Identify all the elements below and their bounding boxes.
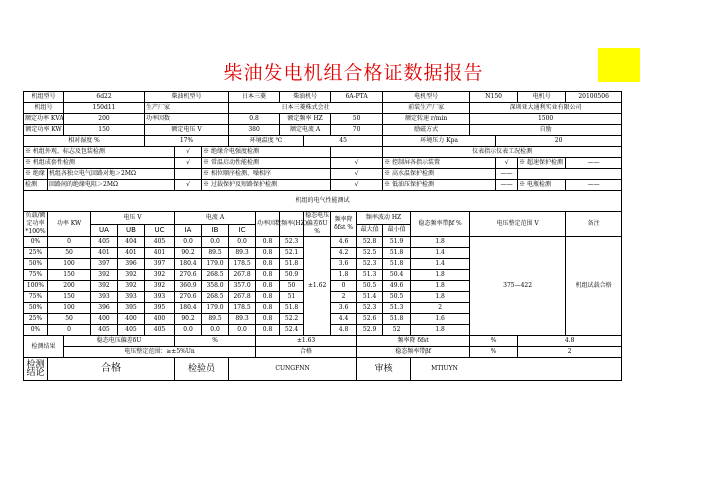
- data-row: 75% 150 392 392 392 270.6 268.5 267.8 0.8 50.9 1.8 51.3 50.4 1.8: [24, 270, 622, 281]
- reviewer-value: MTIUYN: [411, 358, 622, 381]
- data-row: 25% 50 400 400 400 90.2 89.5 89.3 0.8 52.2 4.4 52.6 51.8 1.6: [24, 314, 622, 325]
- data-row: 50% 100 396 395 395 180.4 179.0 178.5 0.8 51.8 3.6 52.3 51.3 2: [24, 303, 622, 314]
- inspector-value: CUNGFNN: [229, 358, 357, 381]
- data-row: 75% 150 393 393 393 270.6 268.5 267.8 0.8 51 2 51.4 50.5 1.8: [24, 292, 622, 303]
- data-row: 50% 100 397 396 397 180.4 179.0 178.5 0.8 51.8 3.6 52.3 51.8 1.4: [24, 259, 622, 270]
- check-row-4: 检测 回路间的绝缘电阻＞2MΩ √ ※ 过载保护及短路保护检测 √ ※ 低油压保护检测 —— ※ 电瓶检测 ——: [24, 180, 622, 191]
- info-row-2: 机组号 150d11 生产厂家 日本三菱株式会社 前装生产厂家 深圳亚大通利实业有限公司: [24, 103, 622, 114]
- result-value: 合格: [48, 358, 175, 381]
- check-row-2: ※ 机组成套性检测 √ ※ 常温启动性能检测 √ ※ 控制屏各指示装置 √ ※ 超速保护检测 ——: [24, 158, 622, 169]
- report-title: 柴油发电机组合格证数据报告: [223, 62, 484, 84]
- footer-row: 检测结论 合格 检验员 CUNGFNN 审核 MTIUYN: [24, 358, 622, 381]
- data-row: 100% 200 392 392 392 360.9 358.0 357.0 0.8 50 0 50.5 49.6 1.8: [24, 281, 622, 292]
- info-row-3: 额定功率 KVA 200 功率因数 0.8 额定频率 HZ 50 额定转速 r/min 1500: [24, 114, 622, 125]
- check-row-1: ※ 机组外观、标志及包装检测 √ ※ 绝缘介电强度检测 仪表指示仪表工况检测: [24, 147, 622, 158]
- report-table: [23, 91, 622, 381]
- info-row-5: 相对湿度 % 17% 环境温度 ℃ 45 环境压力 Kpa 20: [24, 136, 622, 147]
- check-row-3: ※ 绝缘 机组各独立电气回路对地＞2MΩ ※ 相位顺序检测、噪相序 √ ※ 高水温保护检测 ——: [24, 169, 622, 180]
- steady-value-cell: ±1.62: [304, 237, 331, 336]
- vrange-value-cell: 375—422: [470, 237, 566, 336]
- perf-section-title-row: 机组的电气性能测试: [24, 191, 622, 212]
- data-row: 0% 0 405 404 405 0.0 0.0 0.0 0.8 52.3 ±1.62 4.6 52.8 51.9 1.8 375—422 机组试载合格: [24, 237, 622, 248]
- info-row-4: 额定功率 KW 150 额定电压 V 380 额定电流 A 70 励磁方式 自励: [24, 125, 622, 136]
- perf-header-row-1: 负载/额定功率 *100% 功率 KW 电压 V 电流 A 功率因数 频率(HZ) 稳态电压偏差δU % 频率降 δfst % 频率波动 HZ 稳态频率带βf % 电压整定范围 V 备注: [24, 212, 622, 225]
- data-row: 0% 0 405 405 405 0.0 0.0 0.0 0.8 52.4 4.8 52.9 52 1.8: [24, 325, 622, 336]
- conclusion-row-1: 检测结果 稳态电压偏差δU % ±1.63 频率降 δfst % 4.8: [24, 336, 622, 347]
- conclusion-row-2: 电压整定范围：≥±5%Un 合格 稳态频率带βf % 2: [24, 347, 622, 358]
- data-row: 25% 50 401 401 401 90.2 89.5 89.3 0.8 52.1 4.2 52.5 51.8 1.4: [24, 248, 622, 259]
- note-value-cell: 机组试载合格: [566, 237, 622, 336]
- info-row-1: 机组型号 6d22 柴油机型号 日本三菱 柴油机号 6A-PTA 电机型号 N150 电机号 20100506: [24, 92, 622, 103]
- perf-header-row-2: UA UB UC IA IB IC 最大值 最小值: [24, 224, 622, 237]
